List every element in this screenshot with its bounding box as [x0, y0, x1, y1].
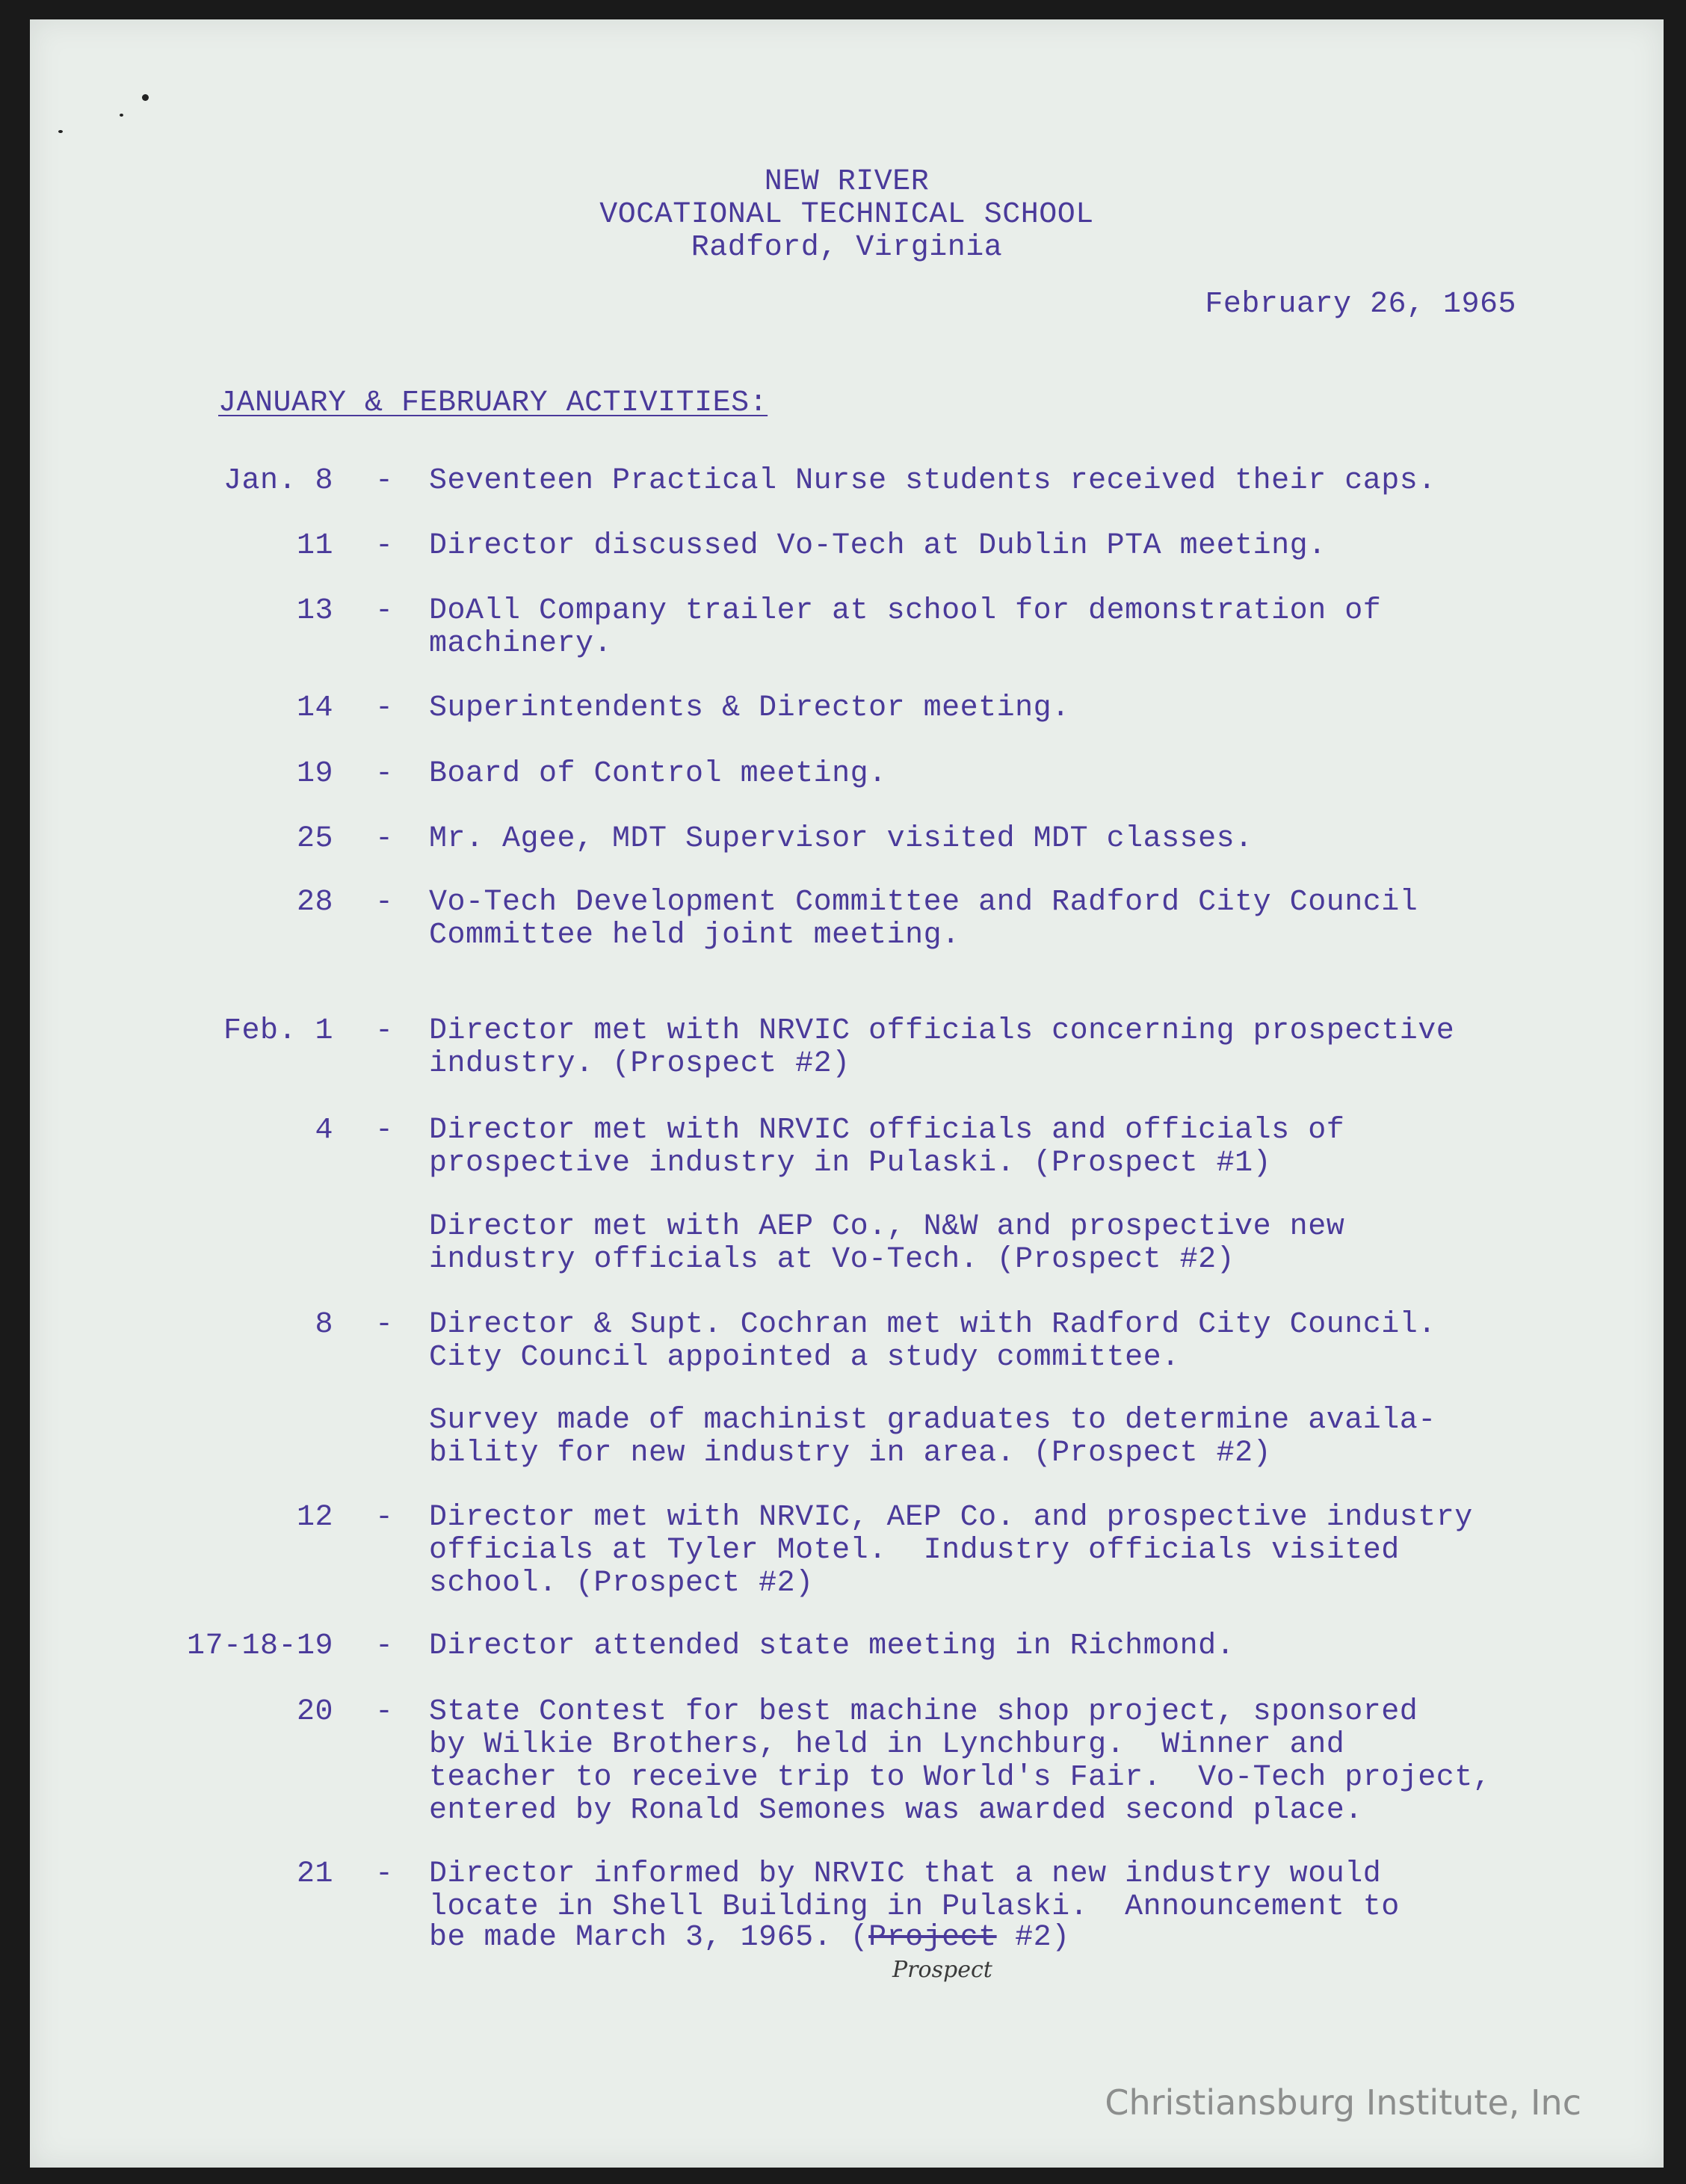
- entry-date: 21: [296, 1857, 333, 1891]
- entry-date: 13: [296, 594, 333, 628]
- entry-text: [429, 886, 1625, 952]
- document-date: February 26, 1965: [1205, 288, 1516, 321]
- entry-text-line: prospective industry in Pulaski. (Prospect #1): [429, 1147, 1272, 1180]
- entry-date: 20: [296, 1695, 333, 1729]
- entry-dash: -: [375, 757, 394, 791]
- handwritten-correction: Prospect: [892, 1957, 992, 1983]
- entry-text-line: entered by Ronald Semones was awarded second place.: [429, 1794, 1363, 1827]
- section-title: JANUARY & FEBRUARY ACTIVITIES:: [218, 386, 768, 420]
- entry-text: [429, 1309, 1625, 1375]
- entry-date: 8: [315, 1308, 333, 1342]
- letterhead-line: NEW RIVER: [764, 165, 930, 199]
- entry-text: [429, 692, 1625, 725]
- entry-text: [429, 1502, 1625, 1600]
- entry-text: [429, 1211, 1625, 1277]
- entry-text: [429, 1696, 1625, 1827]
- entry-text-line: Seventeen Practical Nurse students received their caps.: [429, 464, 1436, 498]
- entry-dash: -: [375, 1308, 394, 1342]
- entry-dash: -: [375, 1501, 394, 1534]
- entry-text-line: teacher to receive trip to World's Fair. Vo-Tech project,: [429, 1761, 1492, 1795]
- entry-text: [429, 530, 1625, 563]
- entry-date: 25: [296, 822, 333, 856]
- entry-text-line: State Contest for best machine shop project, sponsored: [429, 1695, 1418, 1729]
- entry-text-line: Director met with NRVIC officials concerning prospective: [429, 1014, 1455, 1048]
- entry-text-line: by Wilkie Brothers, held in Lynchburg. Winner and: [429, 1728, 1345, 1762]
- entry-text: [429, 823, 1625, 856]
- entry-date: 14: [296, 691, 333, 725]
- entry-text-line: Survey made of machinist graduates to determine availa-: [429, 1404, 1436, 1437]
- entry-dash: -: [375, 594, 394, 628]
- entry-dash: -: [375, 464, 394, 498]
- entry-text-line: school. (Prospect #2): [429, 1567, 814, 1600]
- entry-date: 11: [296, 529, 333, 563]
- entry-text-line: City Council appointed a study committee.: [429, 1341, 1180, 1375]
- paper-speck: [142, 94, 149, 101]
- entry-text-line: Committee held joint meeting.: [429, 919, 960, 952]
- entry-text-line: machinery.: [429, 627, 613, 661]
- entry-text-line: Director attended state meeting in Richmond.: [429, 1629, 1235, 1663]
- entry-text-line: Director met with AEP Co., N&W and prospective new: [429, 1210, 1345, 1244]
- entry-date: Feb. 1: [223, 1014, 333, 1048]
- paper-speck: [120, 114, 123, 117]
- entry-text-line: Director & Supt. Cochran met with Radford City Council.: [429, 1308, 1436, 1342]
- entry-dash: -: [375, 1629, 394, 1663]
- watermark: Christiansburg Institute, Inc: [1105, 2082, 1581, 2123]
- entry-text-line: Vo-Tech Development Committee and Radford City Council: [429, 886, 1418, 919]
- entry-date: Jan. 8: [223, 464, 333, 498]
- entry-text-line: Superintendents & Director meeting.: [429, 691, 1070, 725]
- entry-text: [429, 758, 1625, 791]
- entry-text-line: industry. (Prospect #2): [429, 1047, 850, 1081]
- entry-text-line: industry officials at Vo-Tech. (Prospect #2): [429, 1243, 1235, 1277]
- letterhead-line: VOCATIONAL TECHNICAL SCHOOL: [599, 198, 1094, 232]
- entry-dash: -: [375, 1014, 394, 1048]
- entry-text-line: Mr. Agee, MDT Supervisor visited MDT classes.: [429, 822, 1253, 856]
- entry-dash: -: [375, 529, 394, 563]
- entry-date: 28: [296, 886, 333, 919]
- entry-text-line: Board of Control meeting.: [429, 757, 887, 791]
- entry-text: [429, 465, 1625, 498]
- entry-text-line: Director informed by NRVIC that a new industry would: [429, 1857, 1382, 1891]
- entry-text: [429, 1858, 1625, 1924]
- entry-text-line: bility for new industry in area. (Prospect #2): [429, 1437, 1272, 1470]
- entry-date: 4: [315, 1114, 333, 1147]
- entry-text: [429, 1114, 1625, 1180]
- struck-word: Project: [868, 1921, 997, 1955]
- document-page: [30, 19, 1664, 2168]
- paper-speck: [58, 130, 63, 133]
- entry-dash: -: [375, 1114, 394, 1147]
- entry-text-line: DoAll Company trailer at school for demonstration of: [429, 594, 1382, 628]
- entry-text-line: Director met with NRVIC officials and officials of: [429, 1114, 1345, 1147]
- entry-dash: -: [375, 822, 394, 856]
- entry-text-line: Director met with NRVIC, AEP Co. and prospective industry: [429, 1501, 1473, 1534]
- entry-text: [429, 1404, 1625, 1470]
- letterhead: [30, 166, 1664, 265]
- entry-text: [429, 1015, 1625, 1081]
- text-suffix: #2): [996, 1921, 1070, 1955]
- entry-dash: -: [375, 1695, 394, 1729]
- entry-dash: -: [375, 886, 394, 919]
- entry-dash: -: [375, 691, 394, 725]
- entry-date: 17-18-19: [186, 1629, 333, 1663]
- entry-text: [429, 1630, 1625, 1663]
- entry-text-line: officials at Tyler Motel. Industry officials visited: [429, 1534, 1400, 1567]
- letterhead-line: Radford, Virginia: [691, 231, 1003, 265]
- entry-text-line: locate in Shell Building in Pulaski. Announcement to: [429, 1890, 1400, 1924]
- entry-date: 19: [296, 757, 333, 791]
- entry-text-line: Director discussed Vo-Tech at Dublin PTA meeting.: [429, 529, 1327, 563]
- entry-dash: -: [375, 1857, 394, 1891]
- text-prefix: be made March 3, 1965. (: [429, 1921, 869, 1955]
- entry-text: [429, 595, 1625, 661]
- entry-date: 12: [296, 1501, 333, 1534]
